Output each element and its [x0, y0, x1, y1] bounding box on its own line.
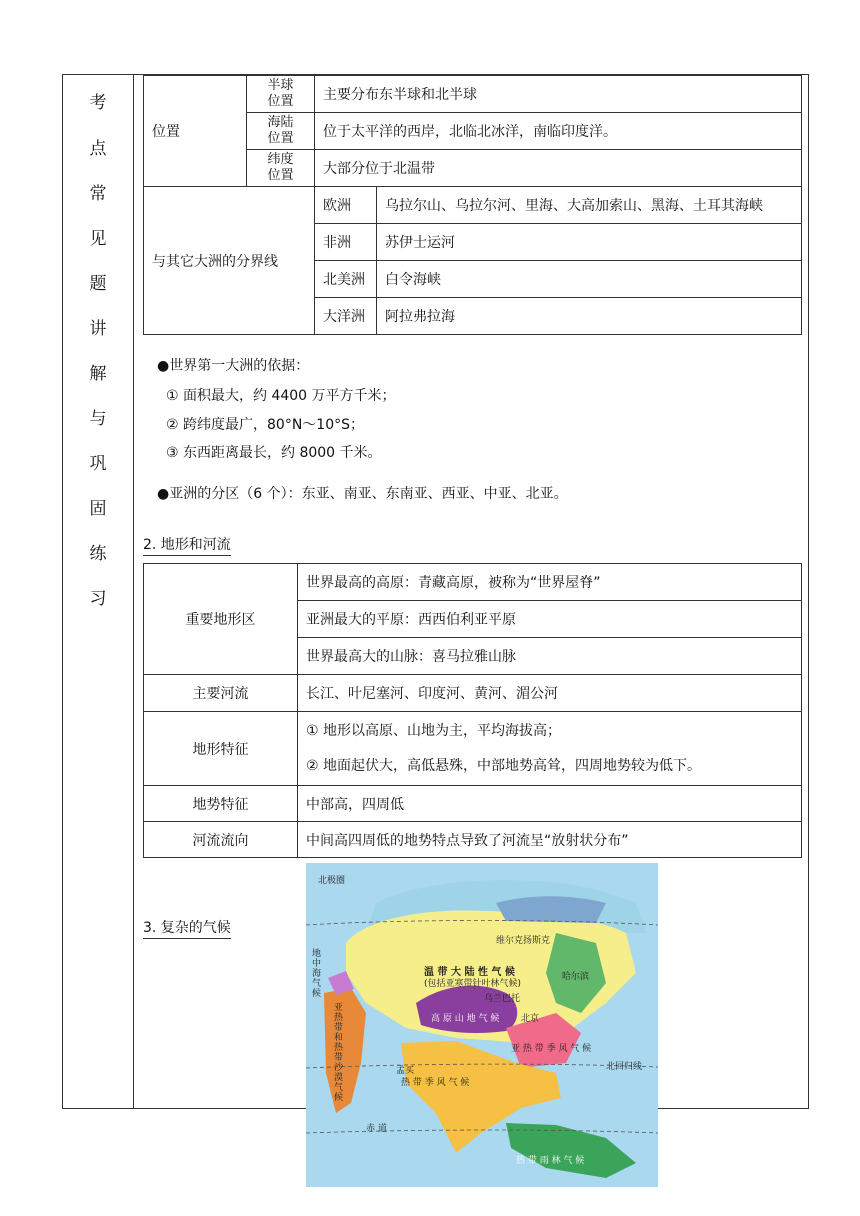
position-value: 主要分布东半球和北半球 — [315, 76, 802, 113]
map-label-arctic: 北极圈 — [318, 876, 346, 886]
largest-item: ① 面积最大，约 4400 万平方千米； — [166, 388, 396, 404]
sidebar-char: 讲 — [89, 319, 107, 339]
map-label-harbin: 哈尔滨 — [562, 972, 590, 982]
position-value: 大部分位于北温带 — [315, 150, 802, 187]
terrain-label: 地形特征 — [144, 712, 298, 786]
position-sub-label: 半球 位置 — [247, 76, 315, 113]
climate-map-svg — [306, 863, 658, 1187]
relief-value: 中部高，四周低 — [298, 786, 802, 822]
terrain-item: ② 地面起伏大，高低悬殊，中部地势高耸，四周地势较为低下。 — [306, 757, 701, 774]
sidebar-char: 习 — [89, 589, 107, 609]
sidebar-char: 巩 — [89, 454, 107, 474]
sidebar-char: 题 — [89, 274, 107, 294]
map-label-continental-sub: (包括亚寒带针叶林气候) — [424, 979, 522, 989]
largest-title: ●世界第一大洲的依据： — [157, 358, 310, 374]
sidebar-char: 固 — [89, 499, 107, 519]
sidebar-column — [62, 74, 134, 1109]
largest-item: ③ 东西距离最长，约 8000 千米。 — [166, 445, 382, 461]
boundary-continent: 非洲 — [315, 224, 377, 261]
sidebar-char: 点 — [89, 139, 107, 159]
sidebar-char: 解 — [89, 364, 107, 384]
regions-text: ●亚洲的分区（6 个）：东亚、南亚、东南亚、西亚、中亚、北亚。 — [157, 486, 568, 502]
map-label-plateau: 高 原 山 地 气 候 — [431, 1014, 500, 1024]
sidebar-char: 与 — [89, 409, 107, 429]
map-label-mediterranean: 地中海气候 — [312, 949, 322, 999]
section2-heading: 2. 地形和河流 — [143, 534, 231, 556]
map-label-continental: 温 带 大 陆 性 气 候 — [424, 967, 515, 978]
boundary-line: 白令海峡 — [377, 261, 802, 298]
boundary-continent: 大洋洲 — [315, 298, 377, 335]
map-label-tropical-monsoon: 热 带 季 风 气 候 — [401, 1078, 470, 1088]
sidebar-char: 练 — [89, 544, 107, 564]
position-sub-label: 纬度 位置 — [247, 150, 315, 187]
position-value: 位于太平洋的西岸，北临北冰洋，南临印度洋。 — [315, 113, 802, 150]
rivers-label: 主要河流 — [144, 675, 298, 712]
boundary-line: 阿拉弗拉海 — [377, 298, 802, 335]
relief-label: 地势特征 — [144, 786, 298, 822]
position-sub-label: 海陆 位置 — [247, 113, 315, 150]
position-label: 位置 — [144, 76, 247, 187]
landform-value: 世界最高大的山脉：喜马拉雅山脉 — [298, 638, 802, 675]
landform-value: 世界最高的高原：青藏高原，被称为“世界屋脊” — [298, 564, 802, 601]
boundary-line: 乌拉尔山、乌拉尔河、里海、大高加索山、黑海、土耳其海峡 — [377, 187, 802, 224]
subarctic-region — [496, 896, 606, 923]
map-label-mengmai: 孟买 — [396, 1066, 415, 1076]
landform-label: 重要地形区 — [144, 564, 298, 675]
map-label-verkhoyansk: 维尔克扬斯克 — [496, 936, 551, 946]
map-label-rainforest: 热 带 雨 林 气 候 — [516, 1156, 585, 1166]
map-label-beijing: 北京 — [521, 1014, 540, 1024]
flow-value: 中间高四周低的地势特点导致了河流呈“放射状分布” — [298, 822, 802, 858]
terrain-item: ① 地形以高原、山地为主，平均海拔高； — [306, 722, 561, 739]
boundary-line: 苏伊士运河 — [377, 224, 802, 261]
asia-climate-map — [306, 863, 658, 1187]
landform-table — [143, 563, 802, 858]
rivers-value: 长江、叶尼塞河、印度河、黄河、湄公河 — [298, 675, 802, 712]
section3-heading: 3. 复杂的气候 — [143, 917, 231, 939]
boundary-continent: 北美洲 — [315, 261, 377, 298]
sidebar-char: 常 — [89, 184, 107, 204]
sidebar-char: 见 — [89, 229, 107, 249]
boundary-table — [143, 186, 802, 335]
map-label-subtropical: 亚 热 带 季 风 气 候 — [511, 1044, 592, 1054]
boundary-continent: 欧洲 — [315, 187, 377, 224]
map-label-desert: 亚热带和热带沙漠气候 — [334, 1003, 344, 1103]
map-label-equator: 赤 道 — [366, 1124, 387, 1134]
sidebar-char: 考 — [89, 93, 107, 113]
terrain-values — [298, 712, 802, 786]
landform-value: 亚洲最大的平原：西西伯利亚平原 — [298, 601, 802, 638]
map-label-tropic: 北回归线 — [606, 1062, 643, 1072]
position-table — [143, 75, 802, 187]
flow-label: 河流流向 — [144, 822, 298, 858]
boundary-label: 与其它大洲的分界线 — [144, 187, 315, 335]
largest-item: ② 跨纬度最广，80°N～10°S； — [166, 417, 364, 433]
map-label-ulaanbaatar: 乌兰巴托 — [484, 994, 521, 1004]
